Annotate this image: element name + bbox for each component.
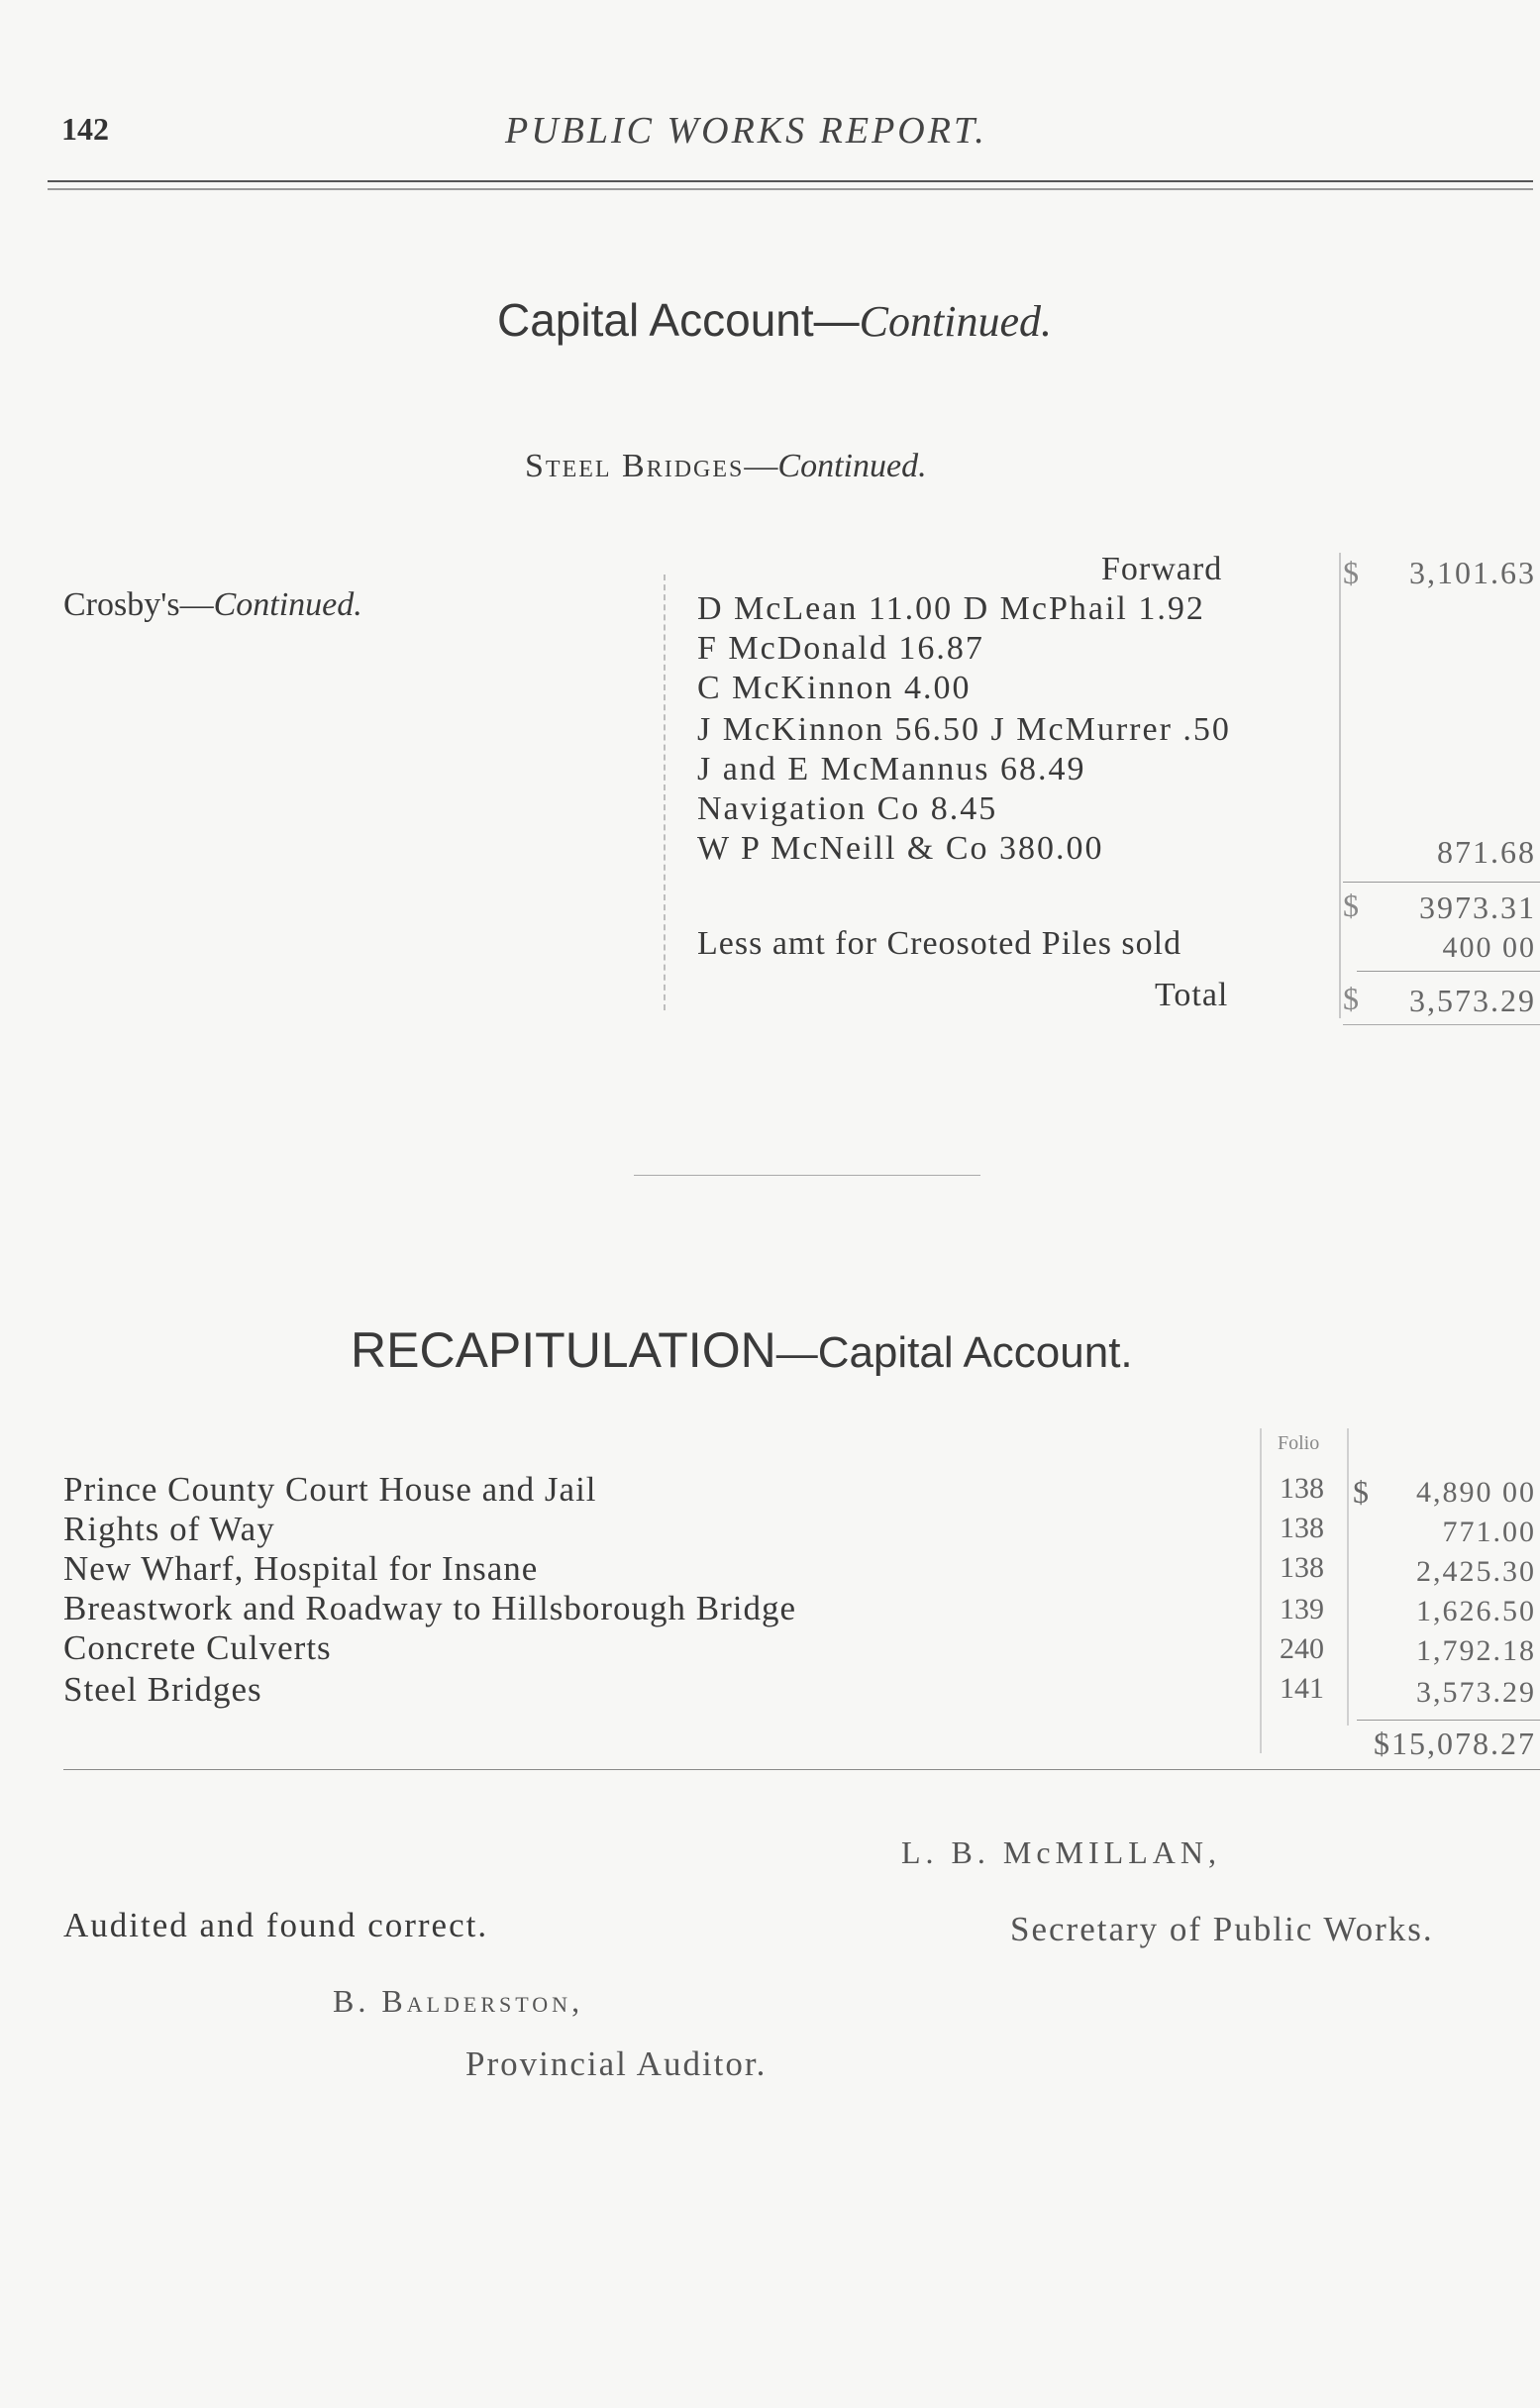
recap-row-folio: 138 — [1280, 1512, 1324, 1544]
crosbys-label — [63, 586, 362, 624]
recap-row-amount: 1,626.50 — [1416, 1595, 1536, 1627]
section-title — [497, 293, 1052, 347]
total-value: 3,573.29 — [1409, 983, 1536, 1018]
entry-row: F McDonald 16.87 — [697, 630, 984, 667]
entry-row: Navigation Co 8.45 — [697, 790, 998, 827]
section-title-sep: — — [813, 294, 860, 346]
less-value: 400 00 — [1442, 931, 1536, 964]
section-divider — [634, 1175, 980, 1176]
forward-label: Forward — [1101, 551, 1223, 587]
recap-row-folio: 139 — [1280, 1593, 1324, 1625]
auditor-title: Provincial Auditor. — [465, 2044, 768, 2083]
folio-header: Folio — [1278, 1432, 1320, 1454]
recap-row-label: Prince County Court House and Jail — [63, 1470, 597, 1509]
entry-row: J and E McMannus 68.49 — [697, 751, 1086, 787]
sum-rule — [1343, 882, 1540, 883]
entry-row: J McKinnon 56.50 J McMurrer .50 — [697, 711, 1231, 748]
recap-row-folio: 138 — [1280, 1551, 1324, 1584]
total-label: Total — [1155, 977, 1229, 1013]
secretary-title: Secretary of Public Works. — [1010, 1910, 1434, 1948]
recap-row-amount: 1,792.18 — [1416, 1634, 1536, 1667]
recap-total: $15,078.27 — [1374, 1726, 1536, 1761]
money-column-rule — [1339, 553, 1341, 1018]
forward-dollar: $ — [1343, 555, 1359, 590]
recap-row-amount: 771.00 — [1442, 1516, 1536, 1548]
sum-dollar: $ — [1343, 888, 1359, 923]
section-subtitle — [525, 448, 927, 485]
recap-row-dollar: $ — [1353, 1474, 1369, 1510]
sum-value: 3973.31 — [1419, 890, 1536, 925]
entries-left-rule — [664, 575, 666, 1010]
header-rule-bottom — [48, 188, 1533, 190]
total-dollar: $ — [1343, 981, 1359, 1016]
subtitle-sep: — — [744, 448, 778, 484]
recap-title — [351, 1321, 1133, 1379]
entry-row: W P McNeill & Co 380.00 — [697, 830, 1104, 867]
crosbys-label-main: Crosby's— — [63, 586, 214, 623]
less-rule — [1357, 971, 1540, 972]
total-rule — [1343, 1024, 1540, 1025]
recap-title-rest: Capital Account. — [817, 1328, 1133, 1377]
entry-row: C McKinnon 4.00 — [697, 670, 972, 706]
auditor-name: B. Balderston, — [333, 1983, 584, 2019]
folio-right-rule — [1347, 1428, 1349, 1726]
folio-left-rule — [1260, 1428, 1262, 1753]
recap-row-label: Rights of Way — [63, 1510, 275, 1548]
recap-row-amount: 4,890 00 — [1416, 1476, 1536, 1509]
subtitle-main: Steel Bridges — [525, 448, 745, 484]
recap-title-main: RECAPITULATION — [351, 1322, 776, 1378]
audit-note: Audited and found correct. — [63, 1906, 489, 1944]
section-title-main: Capital Account — [497, 294, 814, 346]
running-title: PUBLIC WORKS REPORT. — [505, 110, 987, 152]
secretary-name: L. B. McMILLAN, — [901, 1834, 1221, 1870]
recap-row-label: Breastwork and Roadway to Hillsborough Bridge — [63, 1589, 797, 1627]
recap-row-folio: 138 — [1280, 1472, 1324, 1505]
header-rule-top — [48, 180, 1533, 182]
recap-row-label: Steel Bridges — [63, 1670, 262, 1709]
recap-row-label: Concrete Culverts — [63, 1628, 332, 1667]
page-number: 142 — [61, 111, 109, 147]
crosbys-label-continued: Continued. — [213, 586, 362, 623]
section-title-continued: Continued. — [859, 297, 1052, 346]
recap-row-amount: 2,425.30 — [1416, 1555, 1536, 1588]
recap-row-folio: 240 — [1280, 1632, 1324, 1665]
subtitle-continued: Continued. — [777, 448, 927, 484]
recap-row-folio: 141 — [1280, 1672, 1324, 1705]
entries-subtotal: 871.68 — [1437, 834, 1536, 870]
recap-bottom-rule — [63, 1769, 1540, 1770]
recap-subtotal-rule — [1357, 1720, 1540, 1721]
recap-row-amount: 3,573.29 — [1416, 1676, 1536, 1709]
recap-title-sep: — — [775, 1329, 818, 1376]
entry-row: D McLean 11.00 D McPhail 1.92 — [697, 590, 1205, 627]
recap-row-label: New Wharf, Hospital for Insane — [63, 1549, 539, 1588]
less-label: Less amt for Creosoted Piles sold — [697, 925, 1182, 962]
forward-value: 3,101.63 — [1409, 555, 1536, 590]
